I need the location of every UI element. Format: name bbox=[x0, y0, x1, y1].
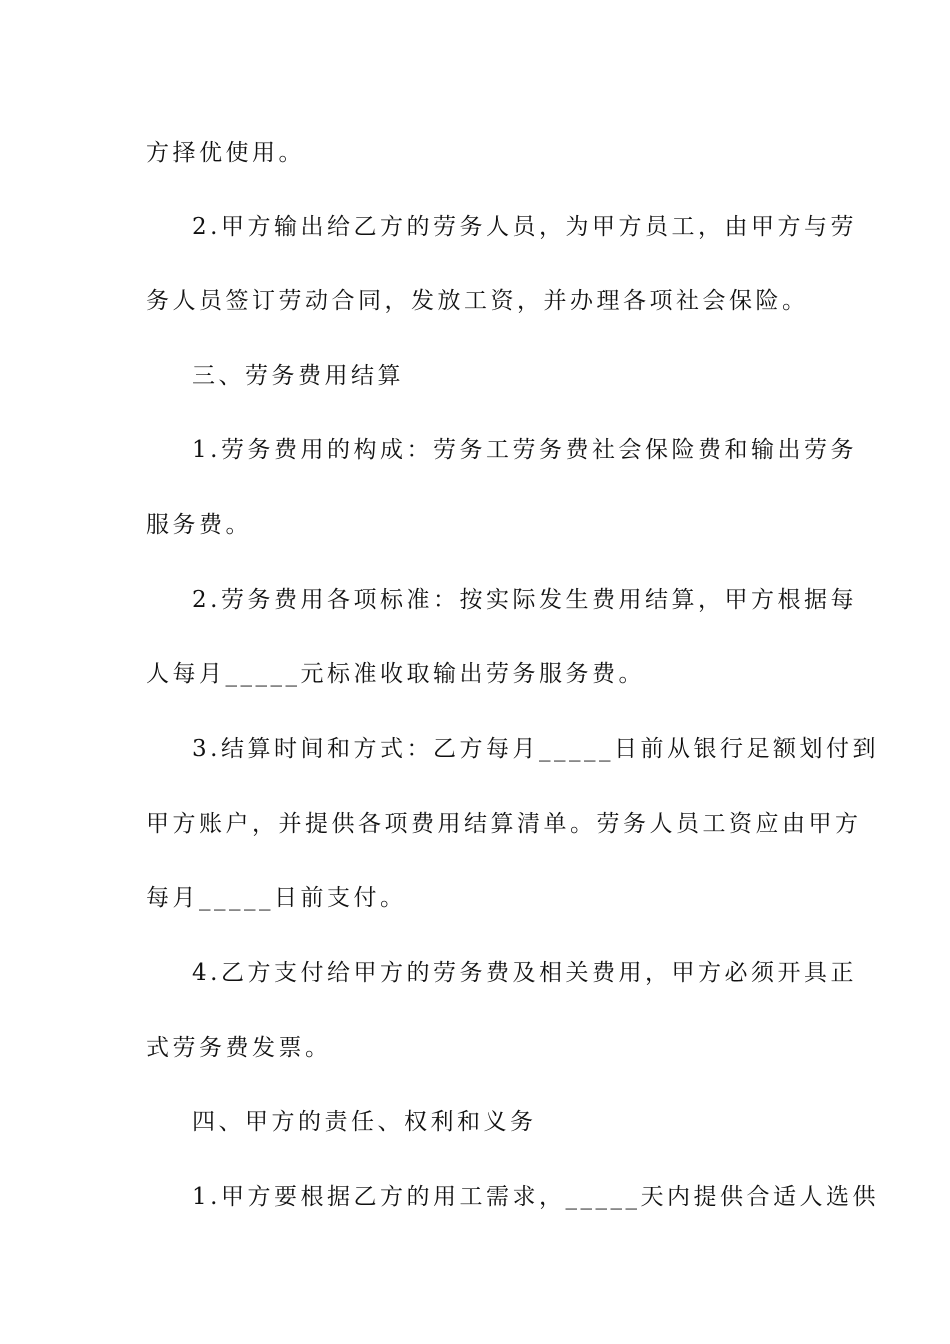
section-heading: 三、劳务费用结算 bbox=[192, 363, 404, 389]
paragraph-line: 3.结算时间和方式：乙方每月_____日前从银行足额划付到 bbox=[192, 736, 879, 762]
paragraph-line: 4.乙方支付给甲方的劳务费及相关费用，甲方必须开具正 bbox=[192, 960, 857, 986]
paragraph-line: 2.劳务费用各项标准：按实际发生费用结算，甲方根据每 bbox=[192, 587, 857, 613]
paragraph-line: 2.甲方输出给乙方的劳务人员，为甲方员工，由甲方与劳 bbox=[192, 214, 857, 240]
paragraph-line: 式劳务费发票。 bbox=[146, 1035, 332, 1061]
paragraph-line: 1.甲方要根据乙方的用工需求，_____天内提供合适人选供 bbox=[192, 1184, 879, 1210]
paragraph-line: 甲方账户，并提供各项费用结算清单。劳务人员工资应由甲方 bbox=[146, 811, 862, 837]
paragraph-line: 1.劳务费用的构成：劳务工劳务费社会保险费和输出劳务 bbox=[192, 437, 857, 463]
paragraph-line: 务人员签订劳动合同，发放工资，并办理各项社会保险。 bbox=[146, 288, 809, 314]
paragraph-line: 人每月_____元标准收取输出劳务服务费。 bbox=[146, 661, 645, 687]
paragraph-line: 方择优使用。 bbox=[146, 140, 305, 166]
paragraph-line: 每月_____日前支付。 bbox=[146, 885, 407, 911]
section-heading: 四、甲方的责任、权利和义务 bbox=[192, 1109, 537, 1135]
paragraph-line: 服务费。 bbox=[146, 512, 252, 538]
